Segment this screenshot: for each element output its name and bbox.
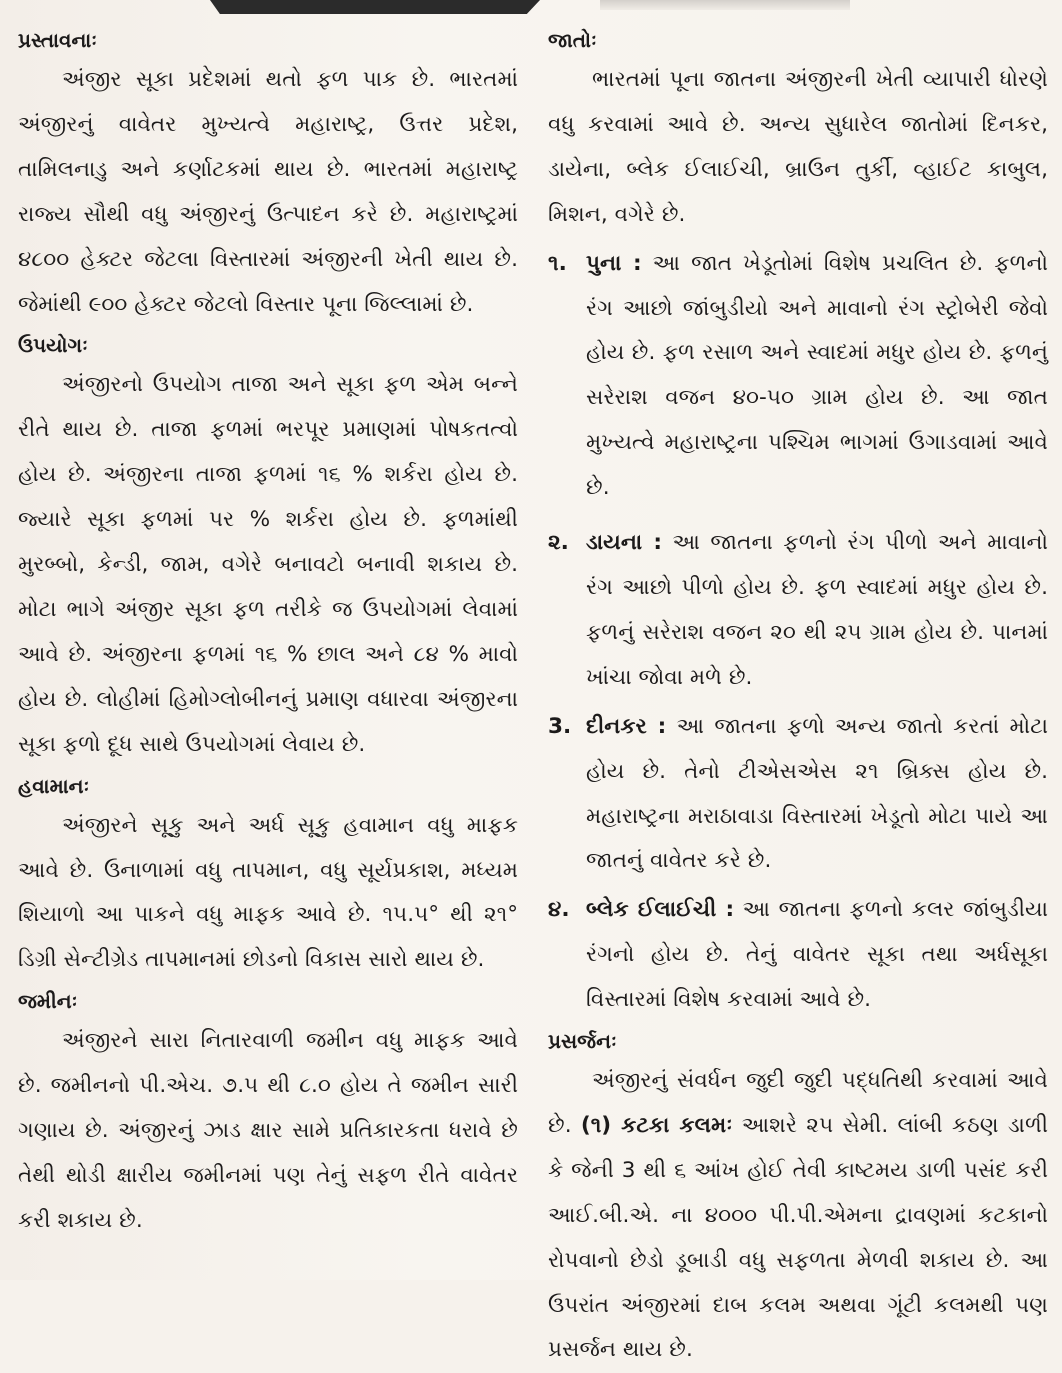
- variety-number: ૪.: [548, 897, 570, 923]
- soil-text: અંજીરને સારા નિતારવાળી જમીન વધુ માફક આવે છે. જમીનનો પી.એચ. ૭.૫ થી ૮.૦ હોય તે જમીન સારી ગણાય છે. અંજીરનું ઝાડ ક્ષાર સામે પ્રતિકારકતા ધરાવે છે તેથી થોડી ક્ષારીય જમીનમાં પણ તેનું સફળ રીતે વાવેતર કરી શકાય છે.: [18, 1028, 518, 1233]
- uses-heading: ઉપયોગઃ: [18, 333, 88, 358]
- variety-item-black-elaichi: [548, 888, 1048, 1023]
- cutting-method-label: (૧) કટકા કલમઃ: [580, 1112, 733, 1138]
- varieties-heading: જાતોઃ: [548, 28, 597, 52]
- variety-body: [586, 242, 1048, 511]
- right-column: [548, 22, 1048, 1373]
- variety-body: [586, 705, 1048, 885]
- variety-number: 3.: [548, 713, 572, 739]
- page-top-edge: [600, 0, 850, 10]
- uses-paragraph: [18, 363, 518, 767]
- soil-heading: જમીનઃ: [18, 989, 78, 1014]
- variety-number: ૧.: [548, 250, 567, 276]
- variety-number: ૨.: [548, 530, 569, 556]
- climate-text: અંજીરને સૂકુ અને અર્ધ સૂકુ હવામાન વધુ માફક આવે છે. ઉનાળામાં વધુ તાપમાન, વધુ સૂર્યપ્રકાશ, મધ્યમ શિયાળો આ પાકને વધુ માફક આવે છે. ૧૫.૫° થી ૨૧° ડિગ્રી સેન્ટીગ્રેડ તાપમાનમાં છોડનો વિકાસ સારો થાય છે.: [18, 812, 518, 973]
- climate-paragraph: [18, 804, 518, 984]
- varieties-text: ભારતમાં પૂના જાતના અંજીરની ખેતી વ્યાપારી ધોરણે વધુ કરવામાં આવે છે. અન્ય સુધારેલ જાતોમાં દિનકર, ડાયેના, બ્લેક ઈલાઈચી, બ્રાઉન તુર્કી, વ્હાઈટ કાબુલ, મિશન, વગેરે છે.: [548, 67, 1048, 227]
- variety-text: આ જાતના ફળો અન્ય જાતો કરતાં મોટા હોય છે. તેનો ટીએસએસ ૨૧ બ્રિક્સ હોય છે. મહારાષ્ટ્રના મરાઠાવાડા વિસ્તારમાં ખેડૂતો મોટા પાયે આ જાતનું વાવેતર કરે છે.: [586, 713, 1048, 874]
- variety-item-puna: [548, 242, 1048, 511]
- intro-text: અંજીર સૂકા પ્રદેશમાં થતો ફળ પાક છે. ભારતમાં અંજીરનું વાવેતર મુખ્યત્વે મહારાષ્ટ્ર, ઉત્તર પ્રદેશ, તામિલનાડુ અને કર્ણાટકમાં થાય છે. ભારતમાં મહારાષ્ટ્ર રાજ્ય સૌથી વધુ અંજીરનું ઉત્પાદન કરે છે. મહારાષ્ટ્રમાં ૪૮૦૦ હેક્ટર જેટલા વિસ્તારમાં અંજીરની ખેતી થાય છે. જેમાંથી ૯૦૦ હેક્ટર જેટલો વિસ્તાર પૂના જિલ્લામાં છે.: [18, 67, 518, 317]
- page-top-shadow: [210, 0, 540, 14]
- varieties-paragraph: [548, 58, 1048, 238]
- soil-paragraph: [18, 1019, 518, 1244]
- propagation-heading: પ્રસર્જનઃ: [548, 1029, 617, 1054]
- intro-paragraph: [18, 58, 518, 327]
- variety-text: આ જાતના ફળનો રંગ પીળો અને માવાનો રંગ આછો પીળો હોય છે. ફળ સ્વાદમાં મધુર હોય છે. ફળનું સરેરાશ વજન ૨૦ થી ૨૫ ગ્રામ હોય છે. પાનમાં ખાંચા જોવા મળે છે.: [586, 530, 1048, 690]
- intro-heading: પ્રસ્તાવનાઃ: [18, 28, 98, 52]
- variety-item-diana: [548, 521, 1048, 701]
- variety-body: [586, 888, 1048, 1023]
- variety-text: આ જાતના ફળનો કલર જાંબુડીયા રંગનો હોય છે. તેનું વાવેતર સૂકા તથા અર્ધસૂકા વિસ્તારમાં વિશેષ કરવામાં આવે છે.: [586, 897, 1048, 1013]
- variety-text: આ જાત ખેડૂતોમાં વિશેષ પ્રચલિત છે. ફળનો રંગ આછો જાંબુડીયો અને માવાનો રંગ સ્ટ્રોબેરી જેવો હોય છે. ફળ રસાળ અને સ્વાદમાં મધુર હોય છે. ફળનું સરેરાશ વજન ૪૦-૫૦ ગ્રામ હોય છે. આ જાત મુખ્યત્વે મહારાષ્ટ્રના પશ્ચિમ ભાગમાં ઉગાડવામાં આવે છે.: [586, 250, 1049, 501]
- climate-heading: હવામાનઃ: [18, 773, 90, 798]
- variety-name: ડાયના :: [586, 530, 662, 556]
- propagation-text-before: અંજીરનું સંવર્ધન જુદી જુદી પદ્ધતિથી કરવામાં આવે છે.: [548, 1068, 1048, 1138]
- variety-item-dinkar: [548, 705, 1048, 885]
- left-column: [18, 22, 518, 1244]
- variety-name: બ્લેક ઈલાઈચી :: [586, 897, 735, 923]
- variety-body: [586, 521, 1048, 701]
- propagation-paragraph: [548, 1059, 1048, 1373]
- variety-name: પુના :: [586, 250, 642, 276]
- uses-text: અંજીરનો ઉપયોગ તાજા અને સૂકા ફળ એમ બન્ને રીતે થાય છે. તાજા ફળમાં ભરપૂર પ્રમાણમાં પોષકતત્વો હોય છે. અંજીરના તાજા ફળમાં ૧૬ % શર્કરા હોય છે. જ્યારે સૂકા ફળમાં પર % શર્કરા હોય છે. ફળમાંથી મુરબ્બો, કેન્ડી, જામ, વગેરે બનાવટો બનાવી શકાય છે. મોટા ભાગે અંજીર સૂકા ફળ તરીકે જ ઉપયોગમાં લેવામાં આવે છે. અંજીરના ફળમાં ૧૬ % છાલ અને ૮૪ % માવો હોય છે. લોહીમાં હિમોગ્લોબીનનું પ્રમાણ વધારવા અંજીરના સૂકા ફળો દૂધ સાથે ઉપયોગમાં લેવાય છે.: [18, 372, 518, 757]
- variety-name: દીનકર :: [586, 713, 667, 739]
- propagation-text-after: આશરે ૨૫ સેમી. લાંબી કઠણ ડાળી કે જેની 3 થી ૬ આંખ હોઈ તેવી કાષ્ટમય ડાળી પસંદ કરી આઈ.બી.એ. ના ૪૦૦૦ પી.પી.એમના દ્રાવણમાં કટકાનો રોપવાનો છેડો ડૂબાડી વધુ સફળતા મેળવી શકાય છે. આ ઉપરાંત અંજીરમાં દાબ કલમ અથવા ગૂંટી કલમથી પણ પ્રસર્જન થાય છે.: [548, 1112, 1048, 1363]
